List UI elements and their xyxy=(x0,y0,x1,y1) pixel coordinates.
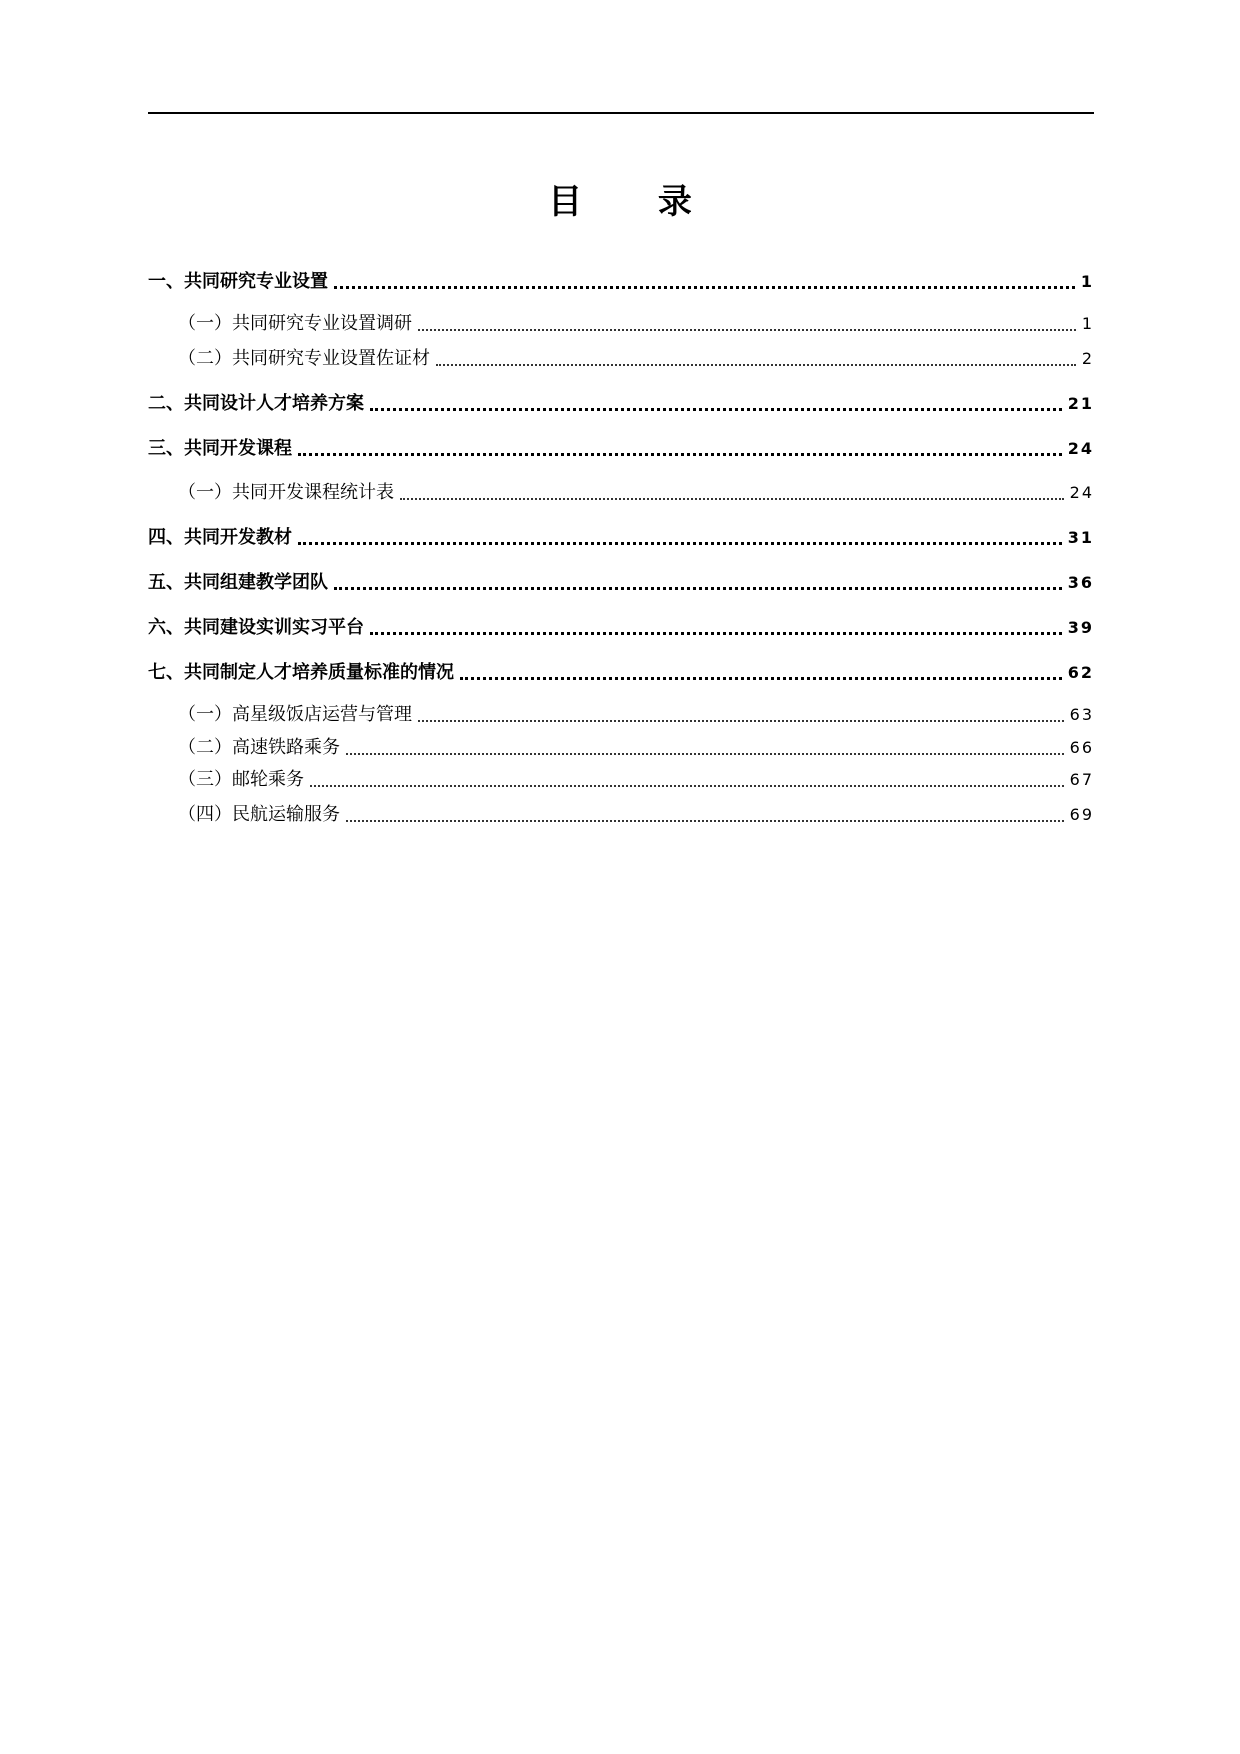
toc-entry-label: （三）邮轮乘务 xyxy=(178,769,304,790)
toc-entry-label: 一、共同研究专业设置 xyxy=(148,271,328,292)
toc-entry-page: 36 xyxy=(1067,573,1094,592)
toc-entry-label: （一）共同研究专业设置调研 xyxy=(178,313,412,334)
toc-entry-page: 1 xyxy=(1080,272,1094,291)
toc-entry-page: 62 xyxy=(1067,663,1094,682)
toc-entry-7-4[interactable] xyxy=(148,798,1094,828)
toc-leader xyxy=(418,329,1076,331)
toc-title: 目 录 xyxy=(548,182,724,222)
toc-entry-page: 2 xyxy=(1081,349,1094,368)
toc-entry-page: 24 xyxy=(1067,439,1094,458)
toc-entry-3-1[interactable] xyxy=(148,476,1094,506)
toc-entry-label: （四）民航运输服务 xyxy=(178,804,340,825)
toc-entry-label: （二）共同研究专业设置佐证材 xyxy=(178,348,430,369)
toc-leader xyxy=(346,753,1064,755)
toc-entry-7-1[interactable] xyxy=(148,698,1094,728)
toc-entry-1-1[interactable] xyxy=(148,307,1094,337)
toc-entry-7[interactable] xyxy=(148,656,1094,686)
toc-entry-4[interactable] xyxy=(148,521,1094,551)
toc-entry-label: （二）高速铁路乘务 xyxy=(178,737,340,758)
toc-entry-label: （一）共同开发课程统计表 xyxy=(178,482,394,503)
toc-entry-label: （一）高星级饭店运营与管理 xyxy=(178,704,412,725)
toc-entry-6[interactable] xyxy=(148,611,1094,641)
toc-entry-label: 二、共同设计人才培养方案 xyxy=(148,393,364,414)
toc-leader xyxy=(418,720,1064,722)
toc-leader xyxy=(460,677,1062,680)
toc-entry-2[interactable] xyxy=(148,387,1094,417)
toc-leader xyxy=(298,542,1062,545)
toc-leader xyxy=(298,453,1062,456)
toc-entry-page: 1 xyxy=(1081,314,1094,333)
toc-entry-page: 69 xyxy=(1069,805,1094,824)
toc-leader xyxy=(436,364,1076,366)
toc-entry-7-3[interactable] xyxy=(148,763,1094,793)
toc-entry-page: 21 xyxy=(1067,394,1094,413)
toc-entry-page: 63 xyxy=(1069,705,1094,724)
toc-entry-page: 31 xyxy=(1067,528,1094,547)
toc-entry-label: 七、共同制定人才培养质量标准的情况 xyxy=(148,662,454,683)
toc-entry-label: 四、共同开发教材 xyxy=(148,527,292,548)
toc-entry-3[interactable] xyxy=(148,432,1094,462)
header-rule xyxy=(148,112,1094,114)
toc-entry-page: 66 xyxy=(1069,738,1094,757)
toc-entry-page: 39 xyxy=(1067,618,1094,637)
toc-leader xyxy=(346,820,1064,822)
toc-leader xyxy=(370,408,1062,411)
toc-entry-page: 24 xyxy=(1069,483,1094,502)
toc-leader xyxy=(334,587,1062,590)
toc-leader xyxy=(370,632,1062,635)
toc-entry-7-2[interactable] xyxy=(148,731,1094,761)
toc-leader xyxy=(400,498,1064,500)
toc-entry-label: 六、共同建设实训实习平台 xyxy=(148,617,364,638)
toc-leader xyxy=(334,286,1075,289)
toc-entry-1-2[interactable] xyxy=(148,342,1094,372)
toc-entry-5[interactable] xyxy=(148,566,1094,596)
toc-entry-1[interactable] xyxy=(148,265,1094,295)
toc-leader xyxy=(310,785,1064,787)
toc-entry-label: 三、共同开发课程 xyxy=(148,438,292,459)
toc-entry-page: 67 xyxy=(1069,770,1094,789)
toc-entry-label: 五、共同组建教学团队 xyxy=(148,572,328,593)
